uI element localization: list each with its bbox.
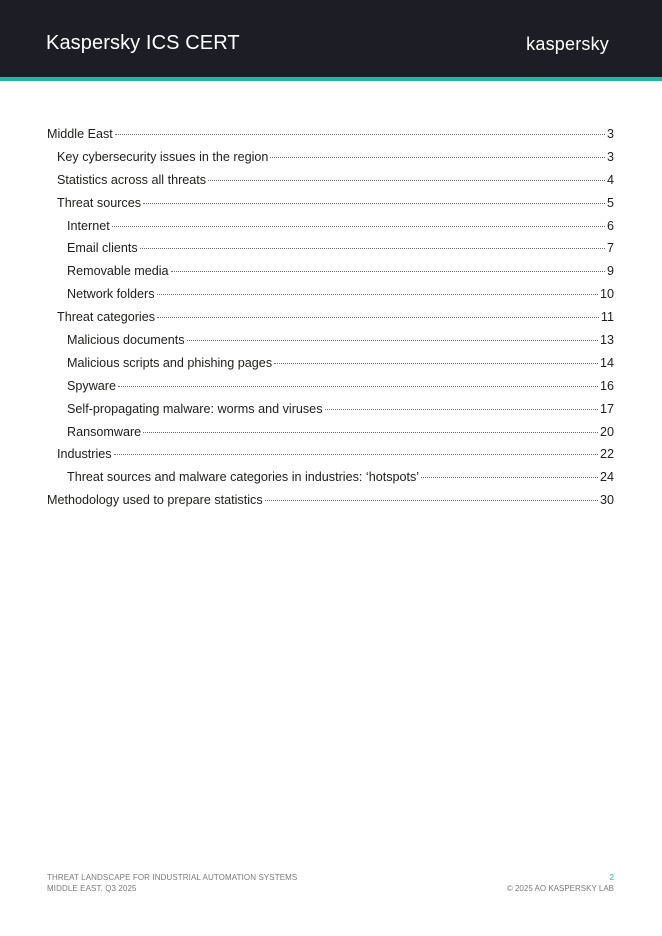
toc-entry-page: 4 xyxy=(606,172,614,187)
toc-entry-title: Industries xyxy=(57,447,112,462)
toc-dot-leader xyxy=(421,477,598,478)
toc-entry[interactable] xyxy=(47,307,614,330)
footer-line-2: MIDDLE EAST. Q3 2025 xyxy=(47,883,137,893)
toc-entry-page: 24 xyxy=(599,470,614,485)
toc-dot-leader xyxy=(265,500,598,501)
toc-dot-leader xyxy=(208,180,605,181)
toc-entry-page: 5 xyxy=(606,195,614,210)
toc-entry-page: 6 xyxy=(606,218,614,233)
toc-entry-title: Removable media xyxy=(67,264,169,279)
toc-dot-leader xyxy=(325,409,598,410)
toc-entry-title: Internet xyxy=(67,218,110,233)
toc-dot-leader xyxy=(187,340,598,341)
toc-dot-leader xyxy=(274,363,598,364)
toc-dot-leader xyxy=(157,317,599,318)
toc-entry[interactable] xyxy=(47,261,614,284)
footer-right xyxy=(507,873,614,894)
toc-entry-title: Threat sources xyxy=(57,195,141,210)
page-header xyxy=(0,0,662,77)
header-title: Kaspersky ICS CERT xyxy=(46,32,240,54)
toc-entry-title: Middle East xyxy=(47,127,113,141)
toc-entry[interactable] xyxy=(47,193,614,216)
toc-dot-leader xyxy=(118,386,598,387)
toc-entry[interactable] xyxy=(47,353,614,376)
toc-entry-title: Malicious documents xyxy=(67,333,185,348)
toc-entry[interactable] xyxy=(47,399,614,422)
toc-entry-title: Spyware xyxy=(67,378,116,393)
toc-entry-page: 13 xyxy=(599,333,614,348)
toc-dot-leader xyxy=(143,203,605,204)
toc-entry[interactable] xyxy=(47,330,614,353)
toc-entry[interactable] xyxy=(47,170,614,193)
toc-entry[interactable] xyxy=(47,216,614,239)
toc-entry-page: 16 xyxy=(599,378,614,393)
toc-entry-page: 9 xyxy=(606,264,614,279)
toc-entry-page: 3 xyxy=(606,127,614,141)
toc-entry-page: 14 xyxy=(599,355,614,370)
toc-entry-page: 7 xyxy=(606,241,614,256)
toc-dot-leader xyxy=(140,248,605,249)
table-of-contents xyxy=(47,124,614,513)
toc-entry-title: Ransomware xyxy=(67,424,142,439)
toc-dot-leader xyxy=(157,294,598,295)
toc-entry-page: 22 xyxy=(599,447,614,462)
toc-entry[interactable] xyxy=(47,147,614,170)
toc-entry[interactable] xyxy=(47,490,614,513)
toc-entry-title: Key cybersecurity issues in the region xyxy=(57,149,269,164)
toc-entry[interactable] xyxy=(47,124,614,147)
toc-entry-title: Self-propagating malware: worms and viruses xyxy=(67,401,323,416)
toc-entry-title: Malicious scripts and phishing pages xyxy=(67,355,273,370)
toc-entry[interactable] xyxy=(47,467,614,490)
toc-entry[interactable] xyxy=(47,422,614,445)
toc-entry-page: 11 xyxy=(600,310,614,325)
toc-entry-page: 3 xyxy=(606,149,614,164)
toc-entry-title: Methodology used to prepare statistics xyxy=(47,493,263,508)
toc-entry-page: 17 xyxy=(599,401,614,416)
footer-line-1: THREAT LANDSCAPE FOR INDUSTRIAL AUTOMATION SYSTEMS xyxy=(47,873,298,882)
toc-entry-title: Threat sources and malware categories in industries: ‘hotspots’ xyxy=(67,470,420,485)
toc-entry-page: 10 xyxy=(599,287,614,302)
toc-dot-leader xyxy=(114,454,598,455)
footer-document-title xyxy=(47,873,297,894)
header-accent-stripe xyxy=(0,77,662,81)
toc-dot-leader xyxy=(115,134,605,135)
toc-entry-page: 30 xyxy=(599,493,614,508)
toc-entry-title: Threat categories xyxy=(57,310,156,325)
toc-entry[interactable] xyxy=(47,284,614,307)
toc-entry[interactable] xyxy=(47,376,614,399)
toc-dot-leader xyxy=(171,271,605,272)
toc-dot-leader xyxy=(270,157,605,158)
toc-entry[interactable] xyxy=(47,238,614,261)
toc-entry-title: Email clients xyxy=(67,241,138,256)
toc-dot-leader xyxy=(143,432,598,433)
toc-dot-leader xyxy=(112,226,605,227)
toc-entry-title: Network folders xyxy=(67,287,155,302)
toc-entry[interactable] xyxy=(47,444,614,467)
page-number: 2 xyxy=(609,873,614,882)
toc-entry-page: 20 xyxy=(599,424,614,439)
toc-entry-title: Statistics across all threats xyxy=(57,172,207,187)
copyright: © 2025 AO KASPERSKY LAB xyxy=(506,883,614,893)
kaspersky-logo: kaspersky xyxy=(526,34,609,54)
